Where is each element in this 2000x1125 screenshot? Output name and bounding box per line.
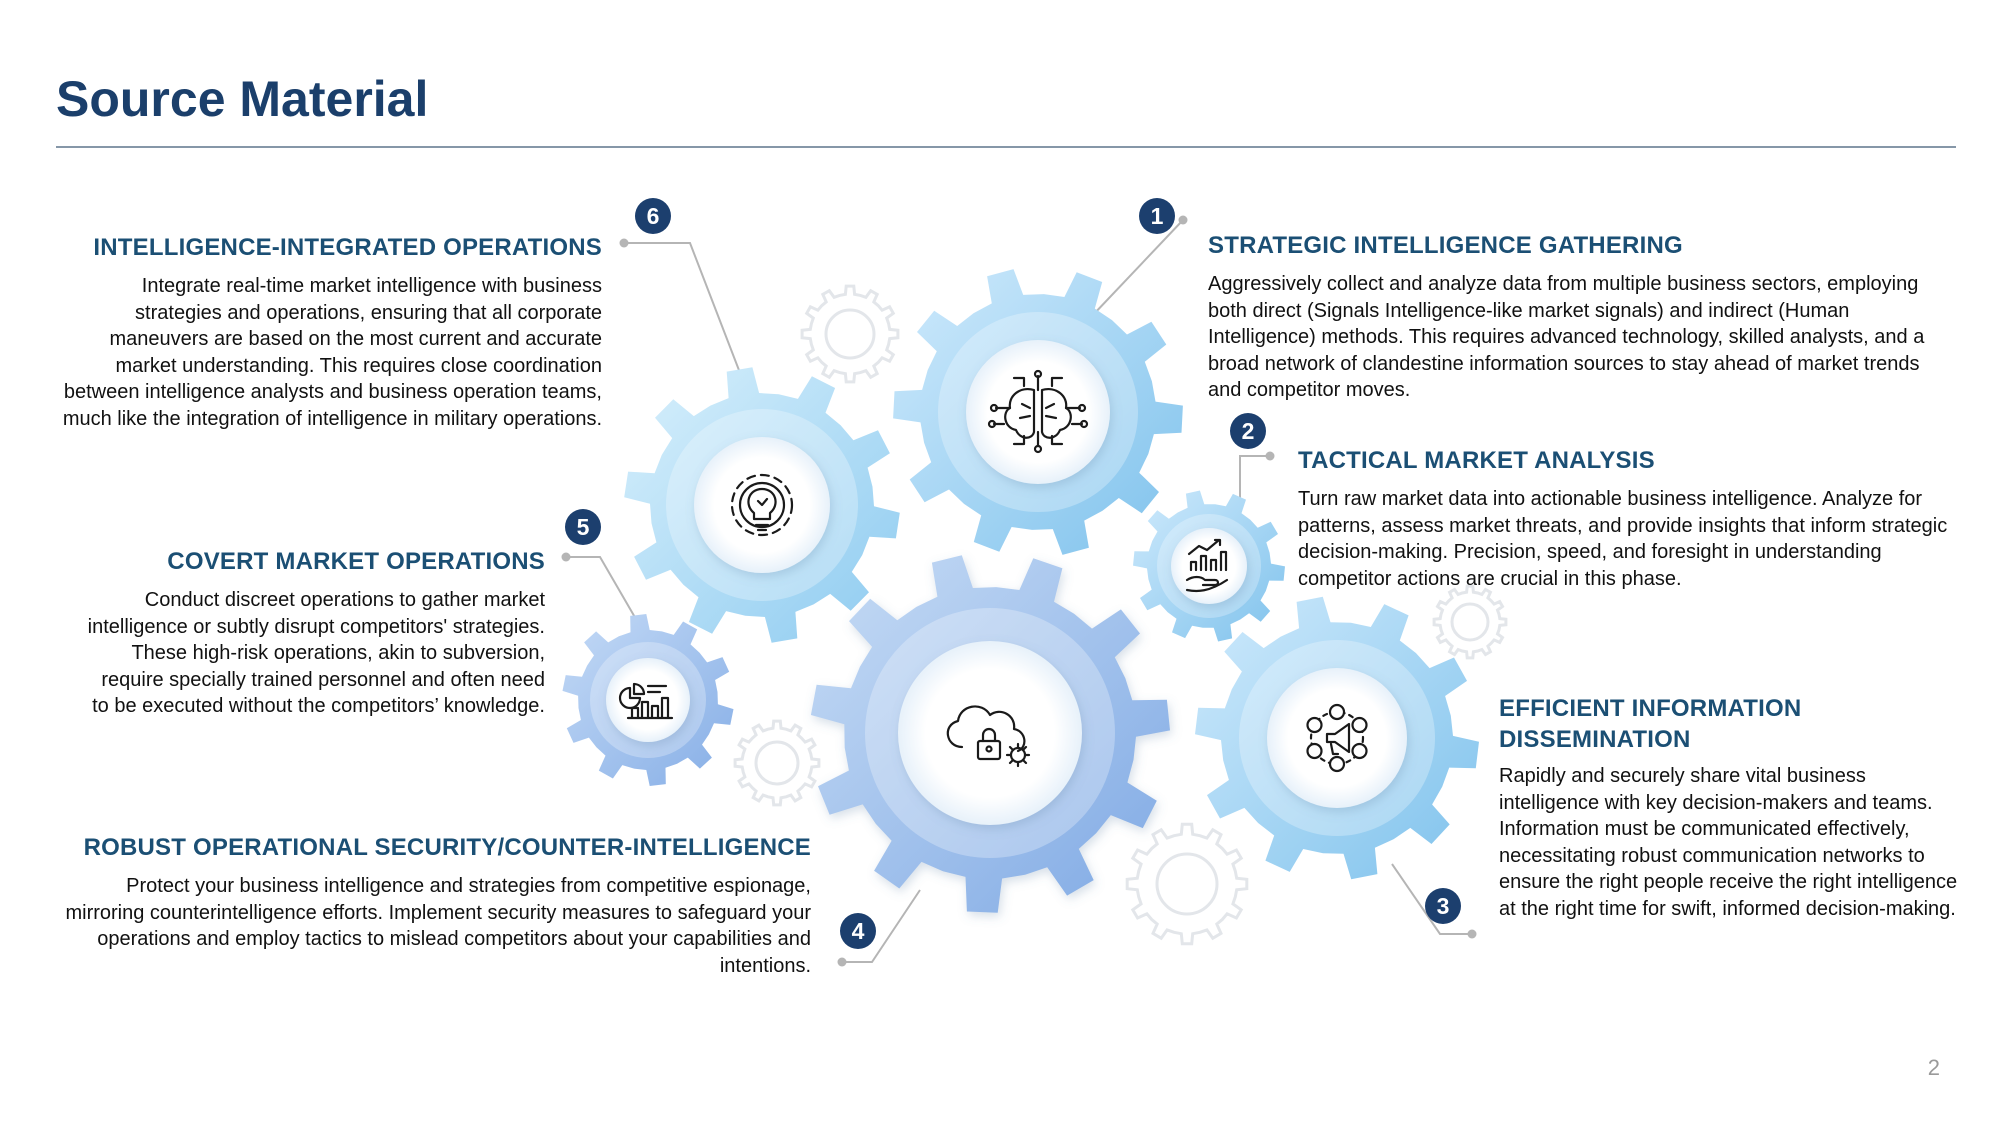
network-node (1330, 757, 1344, 771)
connector-line-1 (1092, 220, 1183, 316)
connector-dot-2 (1266, 452, 1275, 461)
deco-gear-bottom (1127, 824, 1247, 944)
connector-dot-4 (838, 958, 847, 967)
svg-text:2: 2 (1241, 418, 1255, 444)
deco-gear-left (735, 721, 819, 805)
connector-line-2 (1240, 456, 1270, 500)
network-node (1353, 718, 1367, 732)
item-3-body: Rapidly and securely share vital business intelligence with key decision-makers and teams. Information must be communicated effectively, necessitating robust communication networks to ensure the right people receive the right intelligence at the right time for swift, informed decision-making. (1499, 765, 1958, 920)
svg-text:5: 5 (576, 514, 590, 540)
item-2-body: Turn raw market data into actionable business intelligence. Analyze for patterns, assess market threats, and provide insights that inform strategic decision-making. Precision, speed, and foresight in understanding competitor actions are crucial in this phase. (1298, 488, 1948, 590)
item-3-heading-line-2: DISSEMINATION (1499, 726, 1691, 754)
badge-5 (565, 509, 601, 545)
gear-4 (811, 555, 1170, 913)
gear-1 (893, 269, 1183, 555)
svg-text:4: 4 (851, 918, 865, 944)
connector-dot-6 (620, 239, 629, 248)
item-2-heading: TACTICAL MARKET ANALYSIS (1298, 447, 1655, 474)
network-node (1308, 744, 1322, 758)
item-5-heading: COVERT MARKET OPERATIONS (167, 548, 545, 575)
badge-3 (1425, 888, 1461, 924)
deco-gear-top (802, 286, 898, 382)
svg-text:6: 6 (646, 203, 660, 229)
item-1-heading: STRATEGIC INTELLIGENCE GATHERING (1208, 232, 1683, 259)
connector-dot-1 (1179, 216, 1188, 225)
item-2 (1298, 445, 1958, 592)
badge-1 (1139, 198, 1175, 234)
badge-2 (1230, 413, 1266, 449)
deco-gear-right (1434, 586, 1506, 658)
connector-dot-5 (562, 553, 571, 562)
item-4 (56, 832, 811, 979)
svg-text:1: 1 (1150, 203, 1164, 229)
item-4-heading: ROBUST OPERATIONAL SECURITY/COUNTER-INTELLIGENCE (83, 834, 811, 861)
item-3-heading-line-1: EFFICIENT INFORMATION (1499, 695, 1802, 722)
gear-3 (1195, 597, 1479, 880)
badge-6 (635, 198, 671, 234)
item-3-heading (1499, 693, 1969, 755)
item-4-body: Protect your business intelligence and strategies from competitive espionage, mirroring counterintelligence efforts. Implement security measures to safeguard your operations and employ tactics to mislead competitors about your capabilities and intentions. (65, 875, 811, 977)
item-6-heading: INTELLIGENCE-INTEGRATED OPERATIONS (93, 234, 602, 261)
gear-2 (1133, 491, 1285, 642)
network-node (1308, 718, 1322, 732)
connector-line-5 (566, 557, 640, 626)
item-5 (80, 546, 545, 720)
item-5-body: Conduct discreet operations to gather market intelligence or subtly disrupt competitors' strategies. These high-risk operations, akin to subversion, require specially trained personnel and often need to be executed without the competitors’ knowledge. (87, 589, 545, 718)
network-node (1330, 705, 1344, 719)
svg-text:3: 3 (1436, 893, 1450, 919)
gear-5 (563, 614, 734, 786)
page-title: Source Material (56, 71, 429, 127)
connector-dot-3 (1468, 930, 1477, 939)
badge-4 (840, 913, 876, 949)
item-6 (56, 232, 602, 432)
item-1 (1208, 230, 1948, 404)
item-6-body: Integrate real-time market intelligence with business strategies and operations, ensuring that all corporate maneuvers are based on the most current and accurate market understanding. This requires close coordination between intelligence analysts and business operation teams, much like the integration of intelligence in military operations. (62, 275, 602, 430)
item-1-body: Aggressively collect and analyze data from multiple business sectors, employing both direct (Signals Intelligence-like market signals) and indirect (Human Intelligence) methods. This requires advanced technology, skilled analysts, and a broad network of clandestine information sources to stay ahead of market trends and competitor moves. (1208, 273, 1925, 402)
page-number: 2 (1927, 1055, 1940, 1080)
item-3 (1499, 693, 1969, 922)
network-node (1353, 744, 1367, 758)
